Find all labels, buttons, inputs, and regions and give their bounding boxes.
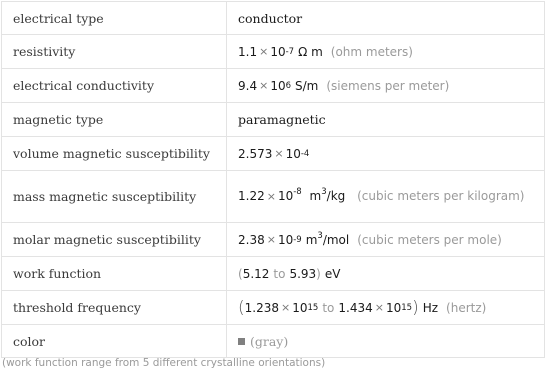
table-row (1, 103, 545, 137)
base-ten: 10 (270, 44, 286, 59)
row-label: electrical type (2, 2, 227, 34)
times-sign: × (281, 301, 291, 314)
range-to: to (273, 266, 286, 281)
close-paren: ) (412, 297, 419, 318)
times-sign: × (259, 79, 269, 92)
base-ten: 10 (292, 300, 308, 315)
base-ten: 10 (277, 232, 294, 247)
row-value (227, 257, 544, 290)
row-label: volume magnetic susceptibility (2, 137, 227, 170)
table-row (1, 35, 545, 69)
low-mantissa: 1.238 (244, 300, 279, 315)
mantissa: 1.22 (238, 189, 265, 203)
row-value: 2.573 × 10 -4 (238, 146, 310, 161)
row-label: magnetic type (2, 103, 227, 136)
times-sign: × (274, 147, 284, 160)
row-label: molar magnetic susceptibility (2, 223, 227, 256)
table-row (1, 325, 545, 358)
range-low: 5.12 (242, 266, 270, 281)
unit: $m^3$/mol (305, 230, 350, 247)
table-row (1, 2, 545, 35)
unit: eV (324, 266, 341, 281)
open-paren: ( (238, 297, 245, 318)
close-paren: ) (316, 266, 321, 281)
row-label: resistivity (2, 35, 227, 68)
row-label: color (2, 325, 227, 357)
mantissa: 2.38 (238, 232, 265, 247)
times-sign: × (266, 233, 276, 246)
exponent: -8 (293, 187, 302, 197)
table-row (1, 69, 545, 103)
row-value: conductor (238, 10, 303, 26)
table-row (1, 257, 545, 291)
row-value: 1.1 × 10 -7 Ω m (ohm meters) (238, 44, 413, 59)
footnote: (work function range from 5 different crystalline orientations) (2, 357, 326, 369)
mantissa: 9.4 (238, 78, 258, 93)
high-mantissa: 1.434 (338, 300, 373, 315)
mantissa: 2.573 (238, 146, 273, 161)
row-value (227, 171, 544, 222)
base-ten: 10 (285, 146, 301, 161)
table-row (1, 171, 545, 223)
range-high: 5.93 (289, 266, 317, 281)
unit: Ω m (298, 44, 323, 59)
row-label: work function (2, 257, 227, 290)
mantissa: 1.1 (238, 44, 258, 59)
base-ten: 10 (277, 189, 294, 203)
row-value: 2.38 × 10 -9 $m^3$/mol (cubic meters per mole) (238, 230, 502, 247)
open-paren: ( (238, 266, 243, 281)
unit: Hz (422, 300, 439, 315)
color-name: (gray) (250, 333, 289, 349)
base-ten: 10 (385, 300, 402, 315)
table-row (1, 137, 545, 171)
unit-description: (cubic meters per kilogram) (357, 189, 525, 203)
unit-description: (hertz) (446, 300, 487, 315)
row-label: electrical conductivity (2, 69, 227, 102)
table-row (1, 291, 545, 325)
color-swatch (238, 338, 245, 345)
row-label: threshold frequency (2, 291, 227, 324)
range-to: to (322, 300, 335, 315)
times-sign: × (374, 301, 384, 314)
unit: $m^3/kg$ (309, 187, 346, 203)
properties-table (1, 1, 545, 358)
unit-description: (ohm meters) (330, 44, 413, 59)
unit: S/m (295, 78, 319, 93)
table-row (1, 223, 545, 257)
row-value (227, 325, 544, 357)
row-label: mass magnetic susceptibility (2, 171, 227, 222)
base-ten: 10 (270, 78, 286, 93)
times-sign: × (259, 45, 269, 58)
row-value: paramagnetic (238, 112, 326, 127)
times-sign: × (266, 190, 276, 203)
row-value: 9.4 × 10 6 S/m (siemens per meter) (238, 78, 450, 93)
unit-description: (cubic meters per mole) (357, 232, 502, 247)
unit-description: (siemens per meter) (326, 78, 450, 93)
row-value: ( 1.238 × 10 15 to 1.434 × 10 15 ) Hz (hertz) (238, 297, 487, 318)
